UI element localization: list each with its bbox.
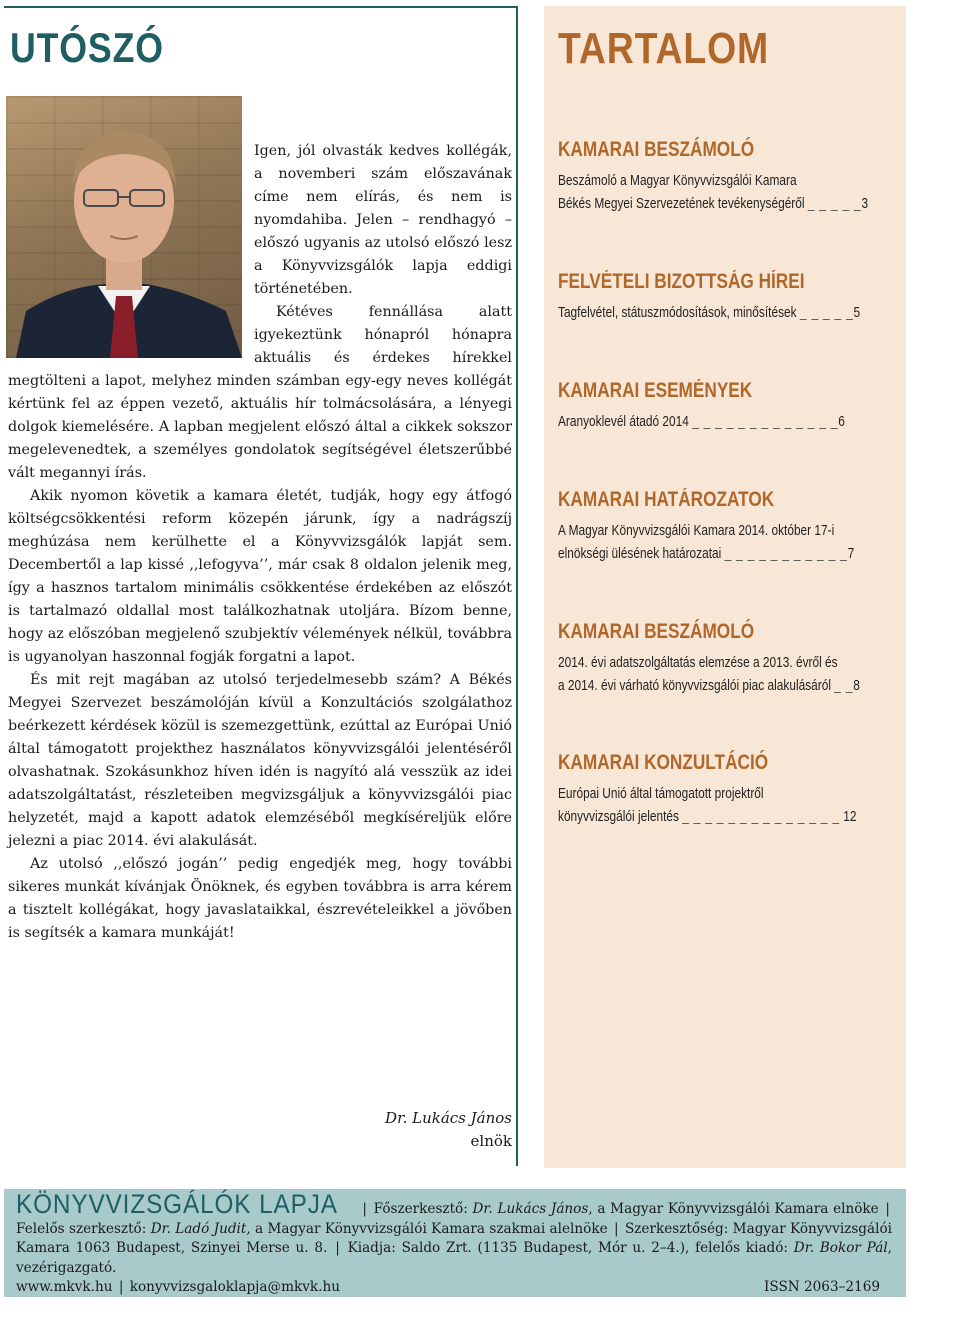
toc-section-2 bbox=[558, 270, 894, 325]
publication-logo: KÖNYVVIZSGÁLÓK LAPJA bbox=[16, 1189, 338, 1219]
toc-entry[interactable]: Tagfelvétel, státuszmódosítások, minősítések _ _ _ _ _5 bbox=[558, 305, 861, 321]
toc-section-1 bbox=[558, 138, 894, 216]
toc-page-number: 12 bbox=[843, 809, 857, 825]
paragraph-4: És mit rejt magában az utolsó terjedelmesebb szám? A Békés Megyei Szervezet beszámolóján kívül a Konzultációs szolgálathoz beérkezett kérdések közül is szemezgettünk, ezúttal az Európai Unió által támogatott projekthez használatos könyvvizsgálói jelentéséről olvashatnak. Szokásunkhoz híven idén is nagyító alá vesszük az idei adatszolgáltatást, részleteiben megvizsgáljuk a könyvvizsgálói piac helyzetét, majd a kapott adatok elemzéséből megkíséreljük előre jelezni a piac 2014. évi alakulását. bbox=[8, 672, 512, 849]
toc-heading: KAMARAI KONZULTÁCIÓ bbox=[558, 751, 769, 774]
toc-page-number: 6 bbox=[838, 414, 845, 430]
publisher-name: Dr. Bokor Pál bbox=[793, 1240, 888, 1256]
masthead-footer bbox=[4, 1189, 906, 1297]
toc-entry[interactable]: Aranyoklevél átadó 2014 _ _ _ _ _ _ _ _ _ _ _ _ _6 bbox=[558, 414, 845, 430]
toc-entry[interactable]: elnökségi ülésének határozatai _ _ _ _ _ _ _ _ _ _ _7 bbox=[558, 546, 855, 562]
signature-role: elnök bbox=[470, 1132, 512, 1150]
website-link[interactable]: www.mkvk.hu bbox=[16, 1279, 113, 1295]
toc-page-number: 8 bbox=[853, 678, 860, 694]
paragraph-3: Akik nyomon követik a kamara életét, tudják, hogy egy átfogó költségcsökkentési reform közepén járunk, így a nadrágszíj meghúzása nem kerülhette el a Könyvvizsgálók lapját sem. Decembertől a lap kissé ,,lefogyva’’, már csak 8 oldalon jelenik meg, így a hasznos tartalom minimális csökkentése érdekében az előszót is tartalmazó oldallal most találkozhatnak utoljára. Bízom benne, hogy az előszóban megjelenő szubjektív vélemények nélkül, továbbra is ugyanolyan haszonnal fogják forgatni a lapot. bbox=[8, 488, 512, 665]
toc-section-3 bbox=[558, 379, 894, 434]
paragraph-1: Igen, jól olvasták kedves kollégák, a novemberi szám előszavának címe nem elírás, és nem is nyomdahiba. Jelen – rendhagyó – előszó ugyanis az utolsó előszó lesz a Könyvvizsgálók lapja eddigi történetében. bbox=[254, 143, 512, 297]
editor-in-chief: Dr. Lukács János bbox=[472, 1201, 589, 1217]
utoszo-title: UTÓSZÓ bbox=[10, 24, 164, 71]
signature bbox=[385, 1107, 512, 1153]
toc-entry[interactable]: könyvvizsgálói jelentés _ _ _ _ _ _ _ _ _ _ _ _ _ _ 12 bbox=[558, 809, 857, 825]
signature-name: Dr. Lukács János bbox=[385, 1109, 512, 1127]
toc-section-5 bbox=[558, 620, 894, 698]
toc-heading: FELVÉTELI BIZOTTSÁG HÍREI bbox=[558, 270, 805, 293]
toc-entry[interactable]: a 2014. évi várható könyvvizsgálói piac alakulásáról _ _8 bbox=[558, 678, 860, 694]
managing-editor: Dr. Ladó Judit bbox=[150, 1220, 247, 1237]
toc-entry[interactable]: Európai Unió által támogatott projektről bbox=[558, 786, 764, 802]
toc-title: TARTALOM bbox=[558, 24, 770, 73]
toc-heading: KAMARAI ESEMÉNYEK bbox=[558, 379, 753, 402]
toc-entry[interactable]: 2014. évi adatszolgáltatás elemzése a 2013. évről és bbox=[558, 655, 838, 671]
masthead-text: KÖNYVVIZSGÁLÓK LAPJA | Főszerkesztő: Dr. Lukács János, a Magyar Könyvvizsgálói Kamara elnöke | Felelős szerkesztő: Dr. Ladó Judit, a Magyar Könyvvizsgálói Kamara szakmai alelnöke | Szerkesztőség: Magyar Könyvvizsgálói Kamara 1063 Budapest, Szinyei Merse u. 8. | Kiadja: Saldo Zrt. (1135 Budapest, Mór u. 2–4.), felelős kiadó: Dr. Bokor Pál, vezérigazgató. bbox=[16, 1189, 892, 1276]
author-photo bbox=[6, 96, 242, 358]
toc-panel bbox=[544, 6, 906, 1168]
toc-heading: KAMARAI BESZÁMOLÓ bbox=[558, 138, 755, 161]
toc-page-number: 7 bbox=[847, 546, 855, 562]
toc-heading: KAMARAI BESZÁMOLÓ bbox=[558, 620, 755, 643]
toc-section-6 bbox=[558, 751, 894, 829]
paragraph-2: Kétéves fennállása alatt igyekeztünk hónapról hónapra aktuális és érdekes hírekkel megtölteni a lapot, melyhez minden számban egy-egy neves kollégát kértünk fel az éppen vezető, aktuális hír tolmácsolására, a lényegi dolgok kiemelésére. A lapban megjelent előszó által a cikkek sokszor megelevenedtek, a személyes gondolatok segítségével életszerűbbé vált megannyi írás. bbox=[8, 304, 512, 481]
toc-entry[interactable]: Beszámoló a Magyar Könyvvizsgálói Kamara bbox=[558, 173, 797, 189]
utoszo-article bbox=[8, 140, 512, 945]
toc-heading: KAMARAI HATÁROZATOK bbox=[558, 488, 775, 511]
toc-page-number: 3 bbox=[861, 196, 869, 212]
email-link[interactable]: konyvvizsgaloklapja@mkvk.hu bbox=[129, 1279, 340, 1295]
toc-section-4 bbox=[558, 488, 894, 566]
toc-page-number: 5 bbox=[853, 305, 861, 321]
toc-entry[interactable]: Békés Megyei Szervezetének tevékenységéről _ _ _ _ _3 bbox=[558, 196, 869, 212]
paragraph-5: Az utolsó ,,előszó jogán’’ pedig engedjék meg, hogy további sikeres munkát kívánjak Önöknek, és egyben továbbra is arra kérem a tisztelt kollégákat, hogy javaslataikkal, észrevételeikkel a jövőben is segítsék a kamara munkáját! bbox=[8, 856, 512, 941]
toc-entry[interactable]: A Magyar Könyvvizsgálói Kamara 2014. október 17-i bbox=[558, 523, 835, 539]
issn: ISSN 2063–2169 bbox=[764, 1279, 880, 1295]
footer-contact-row: www.mkvk.hu | konyvvizsgaloklapja@mkvk.hu ISSN 2063–2169 bbox=[16, 1278, 892, 1298]
